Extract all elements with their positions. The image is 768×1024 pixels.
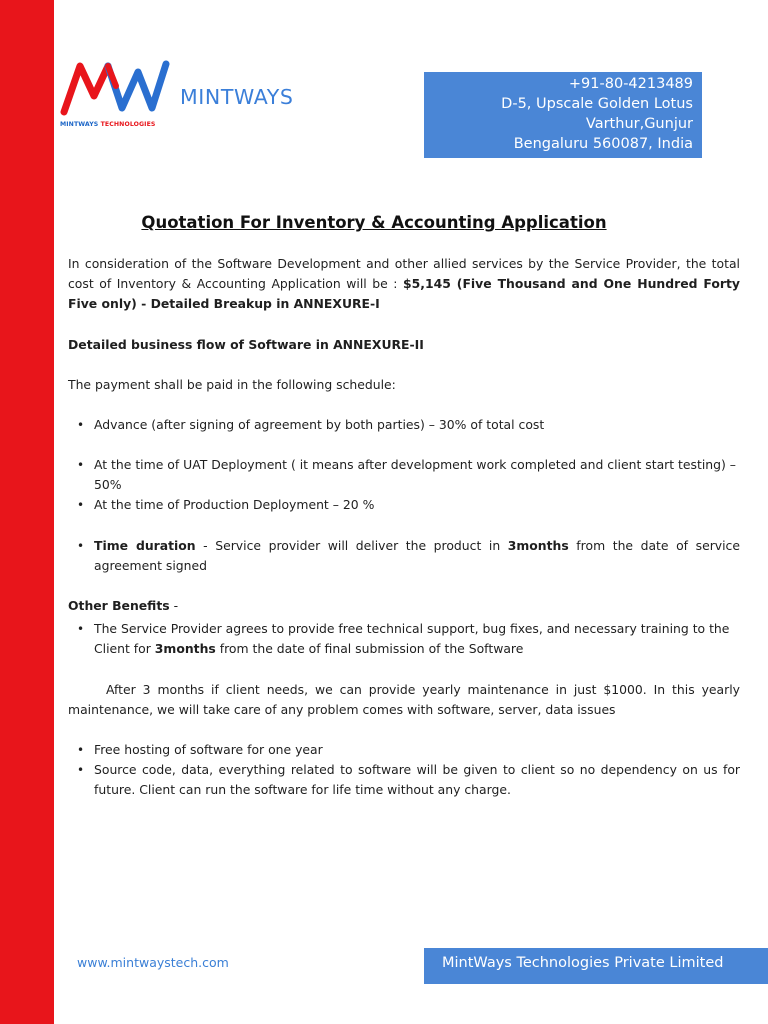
list-item: • Advance (after signing of agreement by both parties) – 30% of total cost <box>68 415 740 435</box>
time-duration-list <box>68 536 740 576</box>
extras-list <box>68 740 740 800</box>
schedule-list-deployments <box>68 455 740 515</box>
intro-paragraph: In consideration of the Software Development and other allied services by the Service Provider, the total cost of Inventory & Accounting Application will be : $5,145 (Five Thousand and One Hundred Forty Five only) - Detailed Breakup in ANNEXURE-I <box>68 256 740 311</box>
logo-caption: MINTWAYS TECHNOLOGIES <box>60 121 156 128</box>
document-title: Quotation For Inventory & Accounting Application <box>141 213 607 232</box>
contact-address-line3: Bengaluru 560087, India <box>513 136 693 152</box>
footer-company-box: MintWays Technologies Private Limited <box>424 948 768 984</box>
contact-box <box>424 72 702 158</box>
list-item: • Source code, data, everything related to software will be given to client so no dependency on us for future. Client can run the software for life time without any charge. <box>68 760 740 800</box>
list-item: • At the time of UAT Deployment ( it means after development work completed and client start testing) – 50% <box>68 455 740 495</box>
website-link[interactable]: www.mintwaystech.com <box>77 955 229 970</box>
list-item: • The Service Provider agrees to provide free technical support, bug fixes, and necessary training to the Client for 3months from the date of final submission of the Software <box>68 619 740 659</box>
brand-name: MINTWAYS <box>180 85 294 109</box>
maintenance-paragraph: After 3 months if client needs, we can provide yearly maintenance in just $1000. In this yearly maintenance, we will take care of any problem comes with software, server, data issues <box>68 682 740 717</box>
contact-phone: +91-80-4213489 <box>568 76 693 92</box>
left-red-bar <box>0 0 54 1024</box>
contact-address-line1: D-5, Upscale Golden Lotus <box>501 96 693 112</box>
schedule-intro: The payment shall be paid in the following schedule: <box>68 377 396 392</box>
annexure-note: Detailed business flow of Software in ANNEXURE-II <box>68 337 424 352</box>
schedule-list-advance <box>68 415 740 435</box>
list-item: • At the time of Production Deployment – 20 % <box>68 495 740 515</box>
other-benefits-list <box>68 619 740 659</box>
list-item: • Time duration - Service provider will deliver the product in 3months from the date of service agreement signed <box>68 536 740 576</box>
other-benefits-heading: Other Benefits - <box>68 598 179 613</box>
list-item: • Free hosting of software for one year <box>68 740 740 760</box>
contact-address-line2: Varthur,Gunjur <box>585 116 693 132</box>
